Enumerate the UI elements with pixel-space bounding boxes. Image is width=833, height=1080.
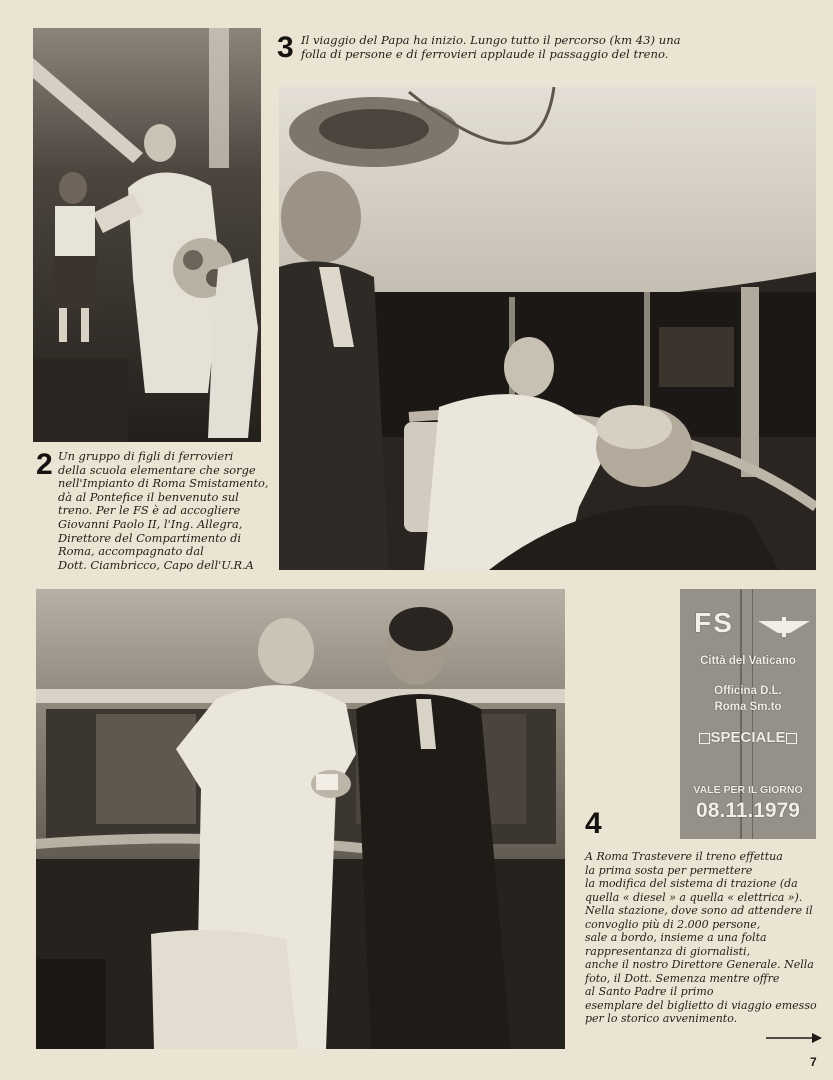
caption-4-line: anche il nostro Direttore Generale. Nella bbox=[585, 958, 814, 971]
caption-2-line: Giovanni Paolo II, l'Ing. Allegra, bbox=[58, 516, 243, 531]
ticket-line-1: Città del Vaticano bbox=[700, 655, 796, 667]
caption-2-line: Direttore del Compartimento di bbox=[58, 530, 242, 545]
caption-4-line: rappresentanza di giornalisti, bbox=[585, 944, 751, 958]
ticket-line-3: Roma Sm.to bbox=[714, 701, 782, 713]
caption-4-line: la prima sosta per permettere bbox=[585, 863, 753, 877]
caption-4-line: la modifica del sistema di trazione (da bbox=[585, 877, 798, 890]
caption-4-line: A Roma Trastevere il treno effettua bbox=[585, 850, 783, 863]
caption-4-line: per lo storico avvenimento. bbox=[585, 1012, 738, 1025]
photo-panoramic-car bbox=[279, 87, 816, 570]
continue-arrow-icon bbox=[766, 1032, 822, 1044]
page-number: 7 bbox=[810, 1055, 817, 1069]
ticket-line-2: Officina D.L. bbox=[714, 685, 782, 697]
photo-ticket-handover bbox=[36, 589, 565, 1049]
ticket-logo: FS bbox=[694, 607, 734, 638]
caption-4-line: al Santo Padre il primo bbox=[585, 985, 714, 998]
caption-4-number: 4 bbox=[585, 807, 602, 840]
caption-4-line: Nella stazione, dove sono ad attendere il bbox=[585, 904, 813, 917]
ticket-image bbox=[680, 589, 816, 839]
caption-4-line: foto, il Dott. Semenza mentre offre bbox=[585, 971, 780, 985]
caption-2-text bbox=[58, 450, 273, 572]
ticket-special-label: SPECIALE bbox=[710, 729, 786, 746]
ticket-special-box-left-icon bbox=[699, 733, 710, 744]
ticket-special-box-right-icon bbox=[786, 733, 797, 744]
caption-4-text bbox=[585, 850, 825, 1026]
photo-panoramic-car-image bbox=[279, 87, 816, 570]
ticket-special bbox=[680, 729, 816, 746]
caption-4-line: esemplare del biglietto di viaggio emesso bbox=[585, 998, 817, 1012]
photo-children-greeting-image bbox=[33, 28, 261, 442]
caption-2-line: Dott. Ciambricco, Capo dell'U.R.A bbox=[58, 557, 254, 572]
caption-2-line: treno. Per le FS è ad accogliere bbox=[58, 503, 241, 518]
caption-3-text: Il viaggio del Papa ha inizio. Lungo tutto il percorso (km 43) una folla di persone e di ferrovieri applaude il passaggio del treno. bbox=[301, 33, 681, 61]
photo-children-greeting bbox=[33, 28, 261, 442]
ticket-date: 08.11.1979 bbox=[696, 799, 800, 822]
caption-2-line: dà al Pontefice il benvenuto sul bbox=[58, 489, 239, 504]
ticket-valid-label: VALE PER IL GIORNO bbox=[693, 784, 803, 796]
caption-2-line: nell'Impianto di Roma Smistamento, bbox=[58, 476, 269, 491]
caption-4-line: convoglio più di 2.000 persone, bbox=[585, 917, 761, 931]
caption-2-line: della scuola elementare che sorge bbox=[58, 462, 256, 477]
photo-ticket-handover-image bbox=[36, 589, 565, 1049]
caption-3-number: 3 bbox=[277, 31, 294, 64]
caption-2-number: 2 bbox=[36, 448, 53, 481]
caption-4-line: sale a bordo, insieme a una folta bbox=[585, 931, 767, 944]
caption-2-line: Roma, accompagnato dal bbox=[58, 544, 204, 559]
caption-4-line: quella « diesel » a quella « elettrica »). bbox=[585, 890, 803, 904]
caption-2-line: Un gruppo di figli di ferrovieri bbox=[58, 449, 234, 463]
